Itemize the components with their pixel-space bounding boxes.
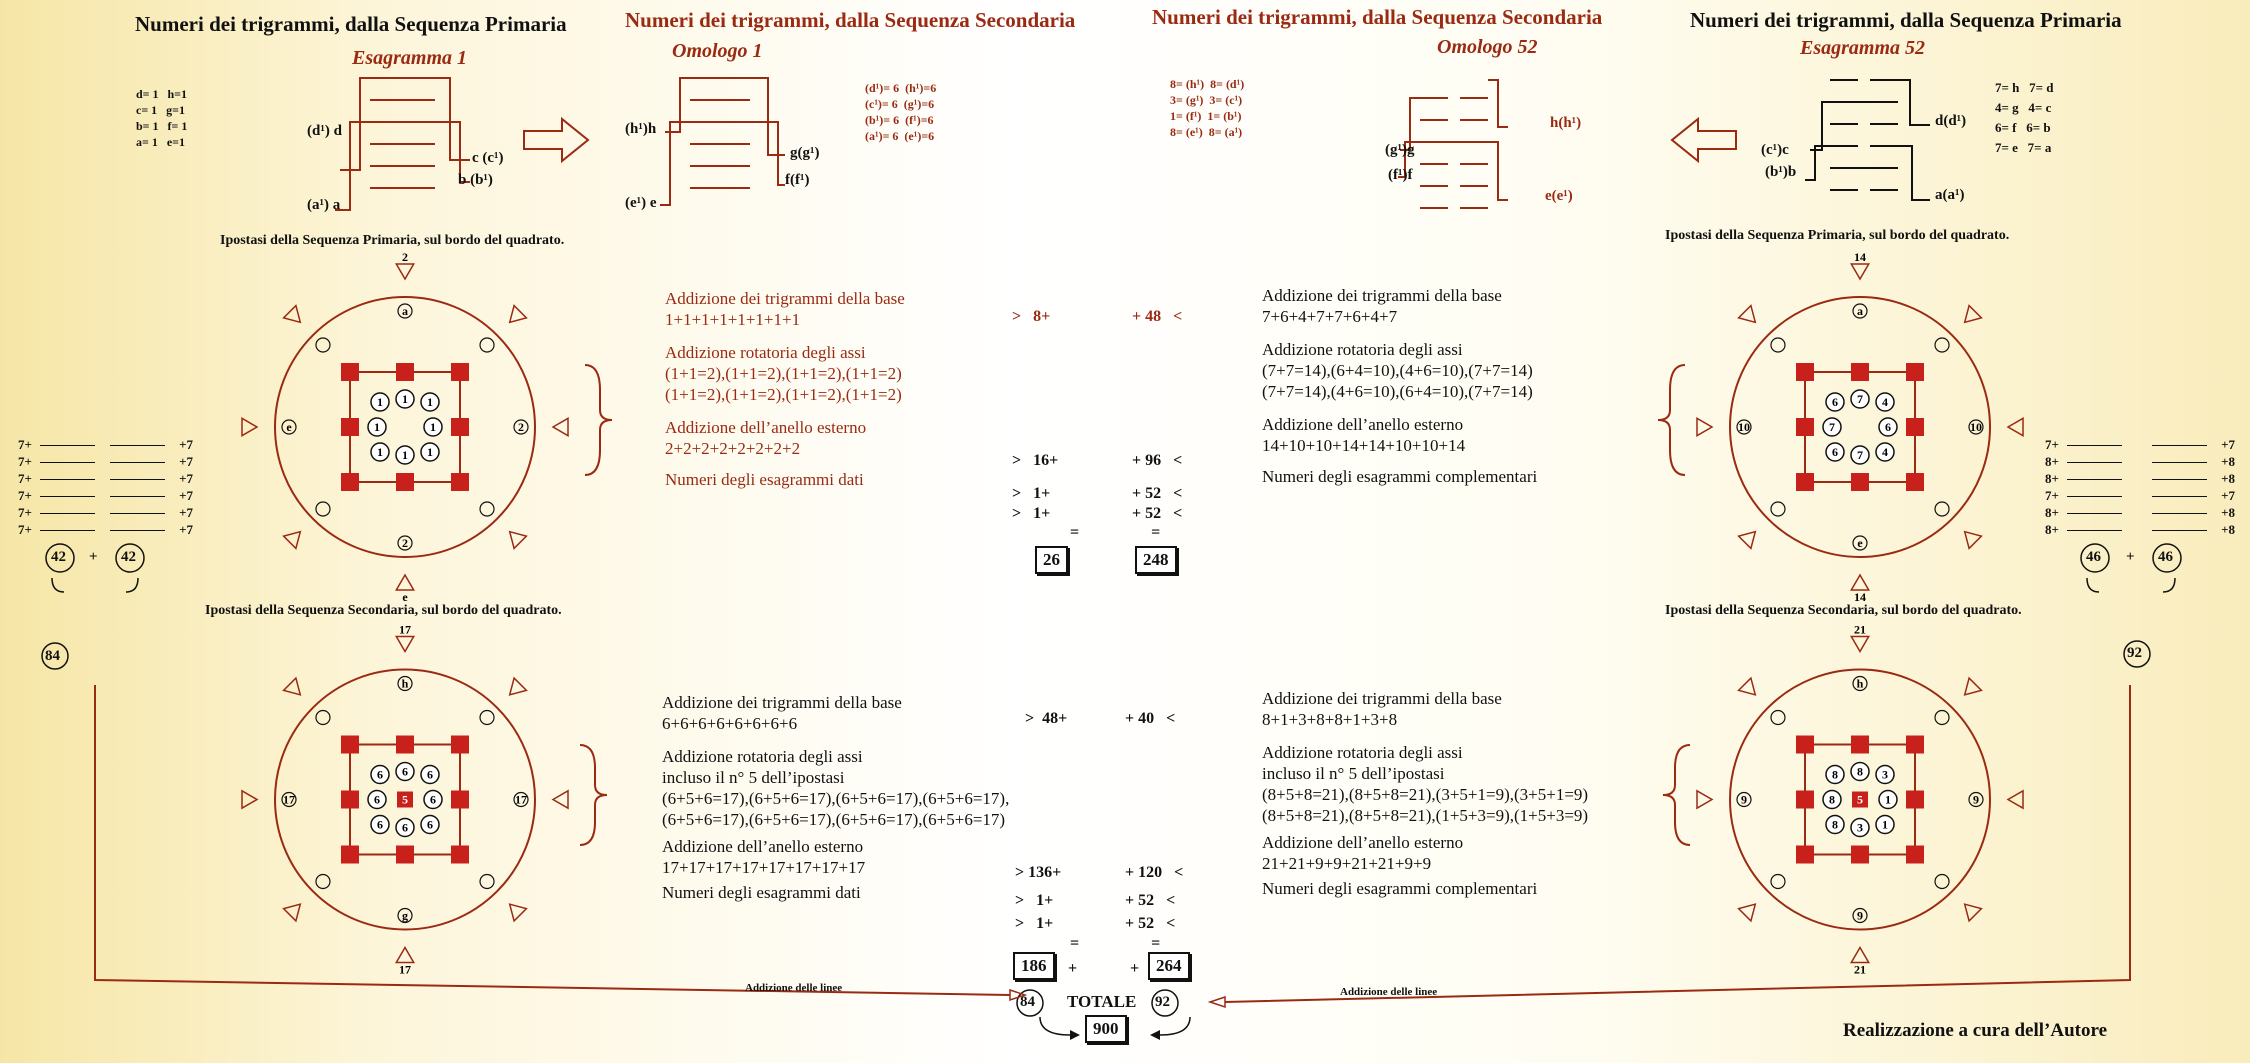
ur-value-1: 7+6+4+7+7+6+4+7 [1262,307,1398,326]
ul-node-0 [341,363,359,381]
tally-right-line [2067,530,2122,531]
ur-pointer-5 [1739,502,1785,548]
ul-label-left: e [286,420,292,434]
ur-heading-4: Numeri degli esagrammi complementari [1262,467,1538,486]
col4-title: Numeri dei trigrammi, dalla Sequenza Primaria [1690,8,2122,32]
arrow-left-icon [1668,115,1738,165]
hex2-label-g: g(g¹) [790,145,820,161]
tally-right-line [2152,445,2207,446]
col4-subtitle: Esagramma 52 [1800,37,1926,59]
ur-node-7 [1796,418,1814,436]
ll-label-bottom-inner: g [402,908,408,923]
lower-total-left: 186 [1013,952,1055,980]
col1-subtitle: Esagramma 1 [352,47,468,69]
ul-node-4 [451,473,469,491]
hex2-label-f: f(f¹) [785,172,810,188]
ur-inner-value-3: 6 [1885,420,1891,434]
tally-left-line [110,530,165,531]
tally-left-line [40,530,95,531]
hex1-label-d: (d¹) d [307,123,342,139]
ll-heading-1: Addizione dei trigrammi della base [662,693,902,712]
hex3-label-h: h(h¹) [1550,115,1582,131]
tally-right-line [2152,462,2207,463]
lr-inner-value-2: 3 [1882,767,1888,782]
tally-right-line [2067,445,2122,446]
diagram-primary-right [1680,250,2040,604]
lr-heading-2b: incluso il n° 5 dell’ipostasi [1262,764,1445,783]
ur-label-bottom: 14 [1854,590,1866,604]
ul-node-6 [341,473,359,491]
tally-left-left-value: 7+ [18,505,32,520]
ll-label-top: 17 [399,622,411,637]
tally-left-right-value: +7 [179,488,193,503]
line-label-right: Addizione delle linee [1340,986,1438,998]
tally-left-right-value: +7 [179,522,193,537]
legend-1: d= 1 h=1 c= 1 g=1 b= 1 f= 1 a= 1 e=1 [136,87,188,149]
lower-total-right: 264 [1148,952,1190,980]
lr-inner-value-5: 3 [1857,820,1863,835]
upper-sum-2-left: > 16+ [1012,452,1059,469]
ur-node-2 [1906,363,1924,381]
lr-center-value: 5 [1857,792,1863,807]
ur-inner-value-6: 6 [1832,445,1838,459]
lr-inner-value-0: 8 [1832,767,1838,782]
ur-label-top: 14 [1854,250,1866,264]
ur-value-3: 14+10+10+14+14+10+10+14 [1262,436,1466,455]
tally-right-left-value: 7+ [2045,437,2059,452]
side-right-c1: 46 [2086,549,2101,565]
ur-label-left: 10 [1738,420,1750,434]
ll-inner-value-6: 6 [377,817,383,832]
tally-right-line [2067,496,2122,497]
ur-heading-1: Addizione dei trigrammi della base [1262,286,1502,305]
col3-title: Numeri dei trigrammi, dalla Sequenza Secondaria [1152,5,1603,29]
tally-left-line [110,513,165,514]
upper-sum-3-left: > 1+ [1012,485,1051,502]
legend-3: 8= (h¹) 8= (d¹) 3= (g¹) 3= (c¹) 1= (f¹) 1= (b¹) 8= (e¹) 8= (a¹) [1170,77,1245,139]
tally-right-row [2045,488,2235,504]
tally-left-line [110,462,165,463]
ul-label-bottom: e [402,590,408,604]
totale-value: 900 [1085,1015,1127,1043]
ul-node-3 [451,418,469,436]
ll-value-2b: (6+5+6=17),(6+5+6=17),(6+5+6=17),(6+5+6=17) [662,810,1006,829]
ur-pointer-3 [1935,502,1981,548]
ur-label-top-inner: a [1857,304,1863,318]
side-tally-left [18,437,193,547]
lr-label-top-inner: h [1856,676,1864,691]
ll-inner-value-4: 6 [427,817,433,832]
ul-heading-1: Addizione dei trigrammi della base [665,289,905,308]
corner-right-number: 92 [2127,645,2142,661]
ul-node-1 [396,363,414,381]
ur-label-right: 10 [1970,420,1982,434]
side-tally-right [2045,437,2235,547]
upper-sum-4-right: + 52 < [1132,505,1183,522]
ll-inner-value-2: 6 [427,767,433,782]
lr-heading-4: Numeri degli esagrammi complementari [1262,879,1538,898]
lr-inner-value-4: 1 [1882,817,1888,832]
tally-left-right-value: +7 [179,505,193,520]
lr-heading-2: Addizione rotatoria degli assi [1262,743,1463,762]
ul-inner-value-7: 1 [374,420,380,434]
corner-left-number: 84 [45,648,60,664]
col3-subtitle: Omologo 52 [1437,36,1538,58]
tally-left-row [18,454,193,470]
ur-inner-value-0: 6 [1832,395,1838,409]
ul-node-5 [396,473,414,491]
tally-left-row [18,471,193,487]
caption-secondary-right: Ipostasi della Sequenza Secondaria, sul bordo del quadrato. [1665,603,2022,618]
lr-value-1: 8+1+3+8+8+1+3+8 [1262,710,1398,729]
ll-inner-value-3: 6 [430,792,436,807]
ll-heading-2b: incluso il n° 5 dell’ipostasi [662,768,845,787]
ur-pointer-1 [1935,306,1981,352]
ll-heading-3: Addizione dell’anello esterno [662,837,864,856]
tally-right-right-value: +7 [2221,437,2235,452]
tally-right-row [2045,454,2235,470]
hex4-label-a: a(a¹) [1935,187,1965,203]
ul-inner-value-2: 1 [427,395,433,409]
side-right-plus: + [2126,549,2135,565]
totale-right-number: 92 [1155,994,1170,1010]
brace-upper-right [1650,360,1690,480]
lower-plus-right: + [1130,960,1140,977]
ul-label-top-inner: a [402,304,408,318]
tally-right-right-value: +8 [2221,505,2235,520]
tally-right-line [2067,513,2122,514]
lr-label-bottom-inner: 9 [1857,908,1863,923]
ll-inner-value-0: 6 [377,767,383,782]
tally-left-line [110,445,165,446]
hex1-label-b: b (b¹) [458,172,493,188]
upper-sum-1-right: + 48 < [1132,308,1183,325]
totale-label: TOTALE [1067,992,1137,1011]
ur-node-5 [1851,473,1869,491]
tally-right-right-value: +8 [2221,522,2235,537]
tally-right-left-value: 8+ [2045,505,2059,520]
side-left-c1: 42 [51,549,66,565]
upper-equals: = = [1070,524,1161,541]
ll-label-bottom: 17 [399,962,411,977]
ur-pointer-7 [1739,306,1785,352]
legend-4: 7= h 7= d 4= g 4= c 6= f 6= b 7= e 7= a [1995,80,2054,155]
hex3-label-f: (f¹)f [1388,167,1413,183]
lr-heading-1: Addizione dei trigrammi della base [1262,689,1502,708]
lr-inner-value-6: 8 [1832,817,1838,832]
lr-value-3: 21+21+9+9+21+21+9+9 [1262,854,1432,873]
tally-left-line [110,479,165,480]
hex4-label-b: (b¹)b [1765,164,1797,180]
side-left-plus: + [89,549,98,565]
ur-inner-value-7: 7 [1829,420,1835,434]
tally-left-line [40,496,95,497]
ll-value-3: 17+17+17+17+17+17+17+17 [662,858,866,877]
upper-sum-4-left: > 1+ [1012,505,1051,522]
tally-right-left-value: 8+ [2045,522,2059,537]
tally-left-row [18,437,193,453]
ll-inner-value-1: 6 [402,764,408,779]
tally-right-right-value: +7 [2221,488,2235,503]
lower-sum-1-right: + 40 < [1125,710,1176,727]
ur-square [1805,372,1915,482]
tally-right-row [2045,505,2235,521]
tally-right-right-value: +8 [2221,471,2235,486]
ll-label-right: 17 [515,792,527,807]
tally-right-line [2067,462,2122,463]
ul-label-top: 2 [402,250,408,264]
tally-right-row [2045,437,2235,453]
tally-left-left-value: 7+ [18,437,32,452]
ur-heading-2: Addizione rotatoria degli assi [1262,340,1463,359]
ll-label-top-inner: h [401,676,409,691]
tally-left-right-value: +7 [179,454,193,469]
ul-pointer-5 [284,502,330,548]
upper-left-block [665,288,905,490]
line-label-left: Addizione delle linee [745,982,843,994]
ul-square [350,372,460,482]
tally-left-right-value: +7 [179,437,193,452]
lower-sum-2-right: + 120 < [1125,864,1184,881]
tally-left-line [40,513,95,514]
hexagram-2 [640,70,870,220]
tally-right-line [2152,530,2207,531]
ur-node-3 [1906,418,1924,436]
ll-center-value: 5 [402,792,408,807]
ul-pointer-7 [284,306,330,352]
ur-inner-value-5: 7 [1857,448,1863,462]
lower-plus-left: + [1068,960,1078,977]
tally-right-line [2152,479,2207,480]
tally-right-row [2045,471,2235,487]
lower-sum-1-left: > 48+ [1025,710,1068,727]
lr-value-2a: (8+5+8=21),(8+5+8=21),(3+5+1=9),(3+5+1=9) [1262,785,1589,804]
ul-value-3: 2+2+2+2+2+2+2+2 [665,439,801,458]
ul-label-bottom-inner: 2 [402,536,408,550]
arrow-right-icon [522,115,592,165]
caption-secondary-left: Ipostasi della Sequenza Secondaria, sul bordo del quadrato. [205,603,562,618]
diagram-primary-left [225,250,585,604]
lr-label-right: 9 [1973,792,1979,807]
ur-value-2b: (7+7=14),(4+6=10),(6+4=10),(7+7=14) [1262,382,1533,401]
ul-inner-value-6: 1 [377,445,383,459]
ll-value-2a: (6+5+6=17),(6+5+6=17),(6+5+6=17),(6+5+6=17), [662,789,1010,808]
upper-total-right: 248 [1135,546,1177,574]
ul-heading-2: Addizione rotatoria degli assi [665,343,866,362]
tally-left-line [40,479,95,480]
ul-value-2b: (1+1=2),(1+1=2),(1+1=2),(1+1=2) [665,385,902,404]
upper-sum-3-right: + 52 < [1132,485,1183,502]
legend-2: (d¹)= 6 (h¹)=6 (c¹)= 6 (g¹)=6 (b¹)= 6 (f¹)=6 (a¹)= 6 (e¹)=6 [865,81,937,143]
tally-left-line [40,462,95,463]
ul-inner-value-4: 1 [427,445,433,459]
ur-node-4 [1906,473,1924,491]
upper-sum-2-right: + 96 < [1132,452,1183,469]
ur-value-2a: (7+7=14),(6+4=10),(4+6=10),(7+7=14) [1262,361,1533,380]
hex2-label-e: (e¹) e [625,195,657,211]
connector-left [40,640,1040,1010]
ll-heading-4: Numeri degli esagrammi dati [662,883,861,902]
lr-inner-value-7: 8 [1829,792,1835,807]
tally-right-left-value: 7+ [2045,488,2059,503]
tally-right-left-value: 8+ [2045,454,2059,469]
lower-equals: = = [1070,935,1161,952]
ur-inner-value-1: 7 [1857,392,1863,406]
lr-inner-value-1: 8 [1857,764,1863,779]
ul-value-1: 1+1+1+1+1+1+1+1 [665,310,801,329]
lower-sum-3-right: + 52 < [1125,892,1176,909]
tally-left-left-value: 7+ [18,522,32,537]
ul-inner-value-0: 1 [377,395,383,409]
tally-left-left-value: 7+ [18,471,32,486]
lr-inner-value-3: 1 [1885,792,1891,807]
lr-value-2b: (8+5+8=21),(8+5+8=21),(1+5+3=9),(1+5+3=9) [1262,806,1589,825]
tally-right-row [2045,522,2235,538]
lower-sum-3-left: > 1+ [1015,892,1054,909]
hex3-label-e: e(e¹) [1545,188,1573,204]
tally-right-line [2067,479,2122,480]
caption-primary-left: Ipostasi della Sequenza Primaria, sul bordo del quadrato. [220,233,565,248]
ul-node-2 [451,363,469,381]
brace-upper-left [580,360,620,480]
totale-left-number: 84 [1020,994,1035,1010]
tally-left-left-value: 7+ [18,454,32,469]
ur-outer-ring [1730,297,1990,557]
ll-label-left: 17 [283,792,295,807]
ul-heading-4: Numeri degli esagrammi dati [665,470,864,489]
author-credit: Realizzazione a cura dell’Autore [1843,1020,2107,1041]
tally-right-line [2152,513,2207,514]
totale-arrows [1035,1015,1195,1045]
ur-node-6 [1796,473,1814,491]
tally-left-right-value: +7 [179,471,193,486]
ur-node-0 [1796,363,1814,381]
ll-heading-2: Addizione rotatoria degli assi [662,747,863,766]
hex1-label-a: (a¹) a [307,197,341,213]
tally-left-line [40,445,95,446]
col2-subtitle: Omologo 1 [672,40,763,62]
ul-value-2a: (1+1=2),(1+1=2),(1+1=2),(1+1=2) [665,364,902,383]
connector-right [1200,640,2200,1010]
lr-label-left: 9 [1741,792,1747,807]
tally-left-line [110,496,165,497]
ul-outer-ring [275,297,535,557]
ul-inner-value-3: 1 [430,420,436,434]
ur-node-1 [1851,363,1869,381]
ll-inner-value-5: 6 [402,820,408,835]
lr-heading-3: Addizione dell’anello esterno [1262,833,1464,852]
upper-total-left: 26 [1035,546,1068,574]
ur-label-bottom-inner: e [1857,536,1863,550]
ul-pointer-3 [480,502,526,548]
ul-pointer-1 [480,306,526,352]
tally-left-row [18,522,193,538]
hex4-label-c: (c¹)c [1761,142,1789,158]
col1-title: Numeri dei trigrammi, dalla Sequenza Primaria [135,12,567,36]
lr-label-bottom: 21 [1854,962,1866,977]
lower-sum-4-left: > 1+ [1015,915,1054,932]
col2-title: Numeri dei trigrammi, dalla Sequenza Secondaria [625,8,1076,32]
ur-inner-value-2: 4 [1882,395,1888,409]
lr-label-top: 21 [1854,622,1866,637]
ur-heading-3: Addizione dell’anello esterno [1262,415,1464,434]
upper-sum-1-left: > 8+ [1012,308,1051,325]
tally-right-right-value: +8 [2221,454,2235,469]
lower-sum-4-right: + 52 < [1125,915,1176,932]
tally-left-row [18,488,193,504]
side-right-c2: 46 [2158,549,2173,565]
lower-sum-2-left: > 136+ [1015,864,1062,881]
tally-left-left-value: 7+ [18,488,32,503]
hex1-label-c: c (c¹) [472,150,504,166]
ul-node-7 [341,418,359,436]
ll-value-1: 6+6+6+6+6+6+6+6 [662,714,798,733]
hex2-label-h: (h¹)h [625,121,657,137]
ul-heading-3: Addizione dell’anello esterno [665,418,867,437]
caption-primary-right: Ipostasi della Sequenza Primaria, sul bordo del quadrato. [1665,228,2010,243]
tally-left-row [18,505,193,521]
tally-right-line [2152,496,2207,497]
ul-inner-value-1: 1 [402,392,408,406]
upper-right-block [1262,285,1537,487]
side-left-c2: 42 [121,549,136,565]
ul-inner-value-5: 1 [402,448,408,462]
ur-inner-value-4: 4 [1882,445,1888,459]
ll-inner-value-7: 6 [374,792,380,807]
hex3-label-g: (g¹)g [1385,142,1415,158]
ul-label-right: 2 [518,420,524,434]
hex4-label-d: d(d¹) [1935,113,1967,129]
tally-right-left-value: 8+ [2045,471,2059,486]
